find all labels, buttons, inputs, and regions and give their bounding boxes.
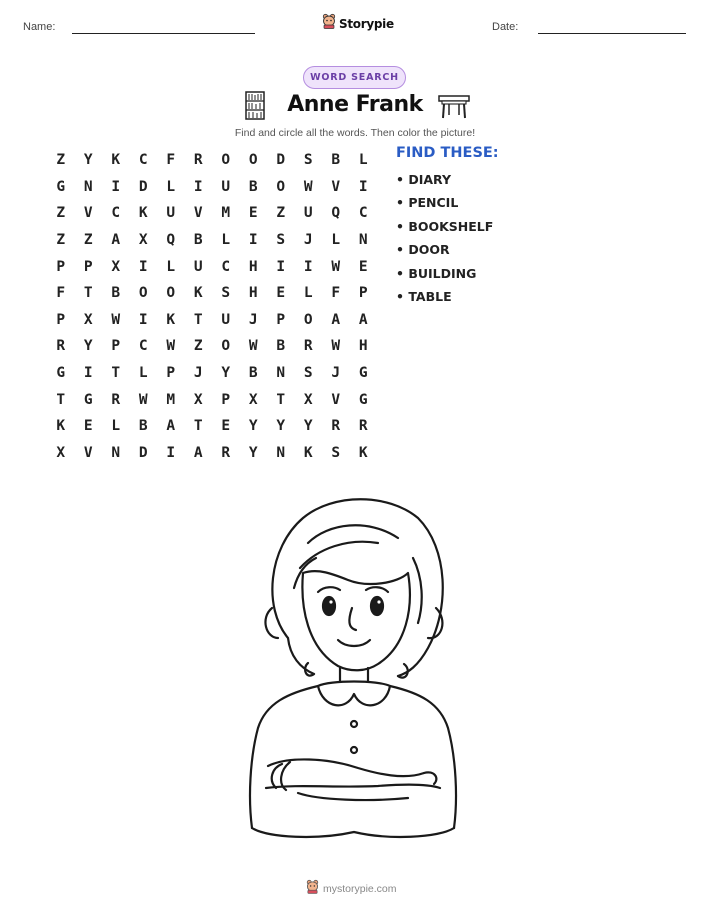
grid-letter[interactable]: E: [221, 418, 231, 435]
bookshelf-icon: [244, 91, 266, 125]
grid-letter[interactable]: P: [221, 391, 231, 408]
grid-letter[interactable]: M: [221, 205, 231, 222]
grid-letter[interactable]: I: [111, 178, 121, 195]
grid-letter[interactable]: P: [56, 258, 66, 275]
grid-letter[interactable]: R: [221, 444, 231, 461]
grid-letter[interactable]: X: [138, 232, 148, 249]
grid-letter[interactable]: O: [303, 311, 313, 328]
grid-letter[interactable]: R: [331, 418, 341, 435]
grid-letter[interactable]: I: [138, 311, 148, 328]
grid-letter[interactable]: G: [358, 365, 368, 382]
grid-letter[interactable]: L: [331, 232, 341, 249]
grid-letter[interactable]: I: [166, 444, 176, 461]
grid-letter[interactable]: W: [111, 311, 121, 328]
grid-row: [47, 360, 377, 387]
grid-letter[interactable]: T: [56, 391, 66, 408]
grid-letter[interactable]: A: [166, 418, 176, 435]
grid-letter[interactable]: J: [193, 365, 203, 382]
grid-letter[interactable]: K: [303, 444, 313, 461]
grid-letter[interactable]: K: [111, 152, 121, 169]
grid-letter[interactable]: Z: [276, 205, 286, 222]
grid-letter[interactable]: W: [303, 178, 313, 195]
grid-letter[interactable]: T: [193, 418, 203, 435]
grid-letter[interactable]: U: [221, 311, 231, 328]
grid-letter[interactable]: A: [358, 311, 368, 328]
grid-letter[interactable]: V: [331, 391, 341, 408]
grid-letter[interactable]: C: [358, 205, 368, 222]
grid-letter[interactable]: Z: [193, 338, 203, 355]
grid-letter[interactable]: S: [331, 444, 341, 461]
footer-url[interactable]: mystorypie.com: [323, 883, 397, 895]
grid-letter[interactable]: Y: [221, 365, 231, 382]
grid-letter[interactable]: R: [56, 338, 66, 355]
page-title: Anne Frank: [287, 92, 423, 117]
date-line[interactable]: [538, 33, 686, 34]
girl-coloring-illustration: [228, 488, 480, 865]
grid-letter[interactable]: V: [331, 178, 341, 195]
grid-letter[interactable]: X: [111, 258, 121, 275]
grid-row: [47, 280, 377, 307]
date-label: Date:: [492, 21, 519, 33]
grid-letter[interactable]: J: [331, 365, 341, 382]
grid-letter[interactable]: S: [303, 152, 313, 169]
grid-letter[interactable]: I: [303, 258, 313, 275]
grid-letter[interactable]: P: [56, 311, 66, 328]
grid-letter[interactable]: L: [358, 152, 368, 169]
grid-letter[interactable]: A: [111, 232, 121, 249]
grid-letter[interactable]: I: [138, 258, 148, 275]
grid-letter[interactable]: U: [303, 205, 313, 222]
grid-row: [47, 307, 377, 334]
grid-letter[interactable]: H: [248, 285, 258, 302]
grid-letter[interactable]: X: [56, 444, 66, 461]
grid-letter[interactable]: F: [166, 152, 176, 169]
grid-letter[interactable]: M: [166, 391, 176, 408]
word-item: • BOOKSHELF: [396, 218, 494, 234]
grid-letter[interactable]: W: [166, 338, 176, 355]
find-these-heading: FIND THESE:: [396, 145, 499, 161]
grid-row: [47, 174, 377, 201]
grid-letter[interactable]: T: [111, 365, 121, 382]
grid-letter[interactable]: O: [138, 285, 148, 302]
grid-letter[interactable]: B: [331, 152, 341, 169]
grid-letter[interactable]: F: [331, 285, 341, 302]
grid-letter[interactable]: D: [276, 152, 286, 169]
grid-letter[interactable]: O: [221, 152, 231, 169]
grid-letter[interactable]: W: [331, 258, 341, 275]
grid-letter[interactable]: K: [193, 285, 203, 302]
grid-letter[interactable]: K: [166, 311, 176, 328]
grid-letter[interactable]: S: [303, 365, 313, 382]
grid-letter[interactable]: C: [138, 338, 148, 355]
grid-letter[interactable]: Y: [83, 338, 93, 355]
grid-letter[interactable]: D: [138, 444, 148, 461]
grid-letter[interactable]: O: [166, 285, 176, 302]
grid-letter[interactable]: H: [358, 338, 368, 355]
grid-letter[interactable]: R: [111, 391, 121, 408]
grid-letter[interactable]: L: [111, 418, 121, 435]
grid-row: [47, 253, 377, 280]
grid-letter[interactable]: E: [83, 418, 93, 435]
grid-letter[interactable]: I: [248, 232, 258, 249]
grid-letter[interactable]: X: [193, 391, 203, 408]
grid-letter[interactable]: W: [248, 338, 258, 355]
grid-letter[interactable]: Y: [303, 418, 313, 435]
grid-letter[interactable]: Q: [331, 205, 341, 222]
name-label: Name:: [23, 21, 56, 33]
grid-letter[interactable]: O: [276, 178, 286, 195]
grid-letter[interactable]: C: [111, 205, 121, 222]
grid-letter[interactable]: K: [56, 418, 66, 435]
grid-letter[interactable]: S: [221, 285, 231, 302]
grid-letter[interactable]: A: [331, 311, 341, 328]
grid-letter[interactable]: B: [248, 178, 258, 195]
grid-letter[interactable]: B: [111, 285, 121, 302]
grid-letter[interactable]: I: [83, 365, 93, 382]
grid-letter[interactable]: U: [221, 178, 231, 195]
grid-letter[interactable]: I: [193, 178, 203, 195]
grid-letter[interactable]: S: [276, 232, 286, 249]
grid-letter[interactable]: H: [248, 258, 258, 275]
grid-letter[interactable]: L: [138, 365, 148, 382]
grid-letter[interactable]: I: [276, 258, 286, 275]
word-item: • DOOR: [396, 242, 450, 258]
grid-letter[interactable]: Y: [248, 444, 258, 461]
grid-letter[interactable]: L: [166, 258, 176, 275]
grid-letter[interactable]: Z: [56, 152, 66, 169]
grid-letter[interactable]: Y: [83, 152, 93, 169]
word-item: • TABLE: [396, 288, 452, 304]
grid-letter[interactable]: P: [358, 285, 368, 302]
grid-letter[interactable]: R: [303, 338, 313, 355]
grid-letter[interactable]: O: [221, 338, 231, 355]
grid-letter[interactable]: O: [248, 152, 258, 169]
grid-letter[interactable]: X: [83, 311, 93, 328]
word-item: • DIARY: [396, 172, 452, 187]
grid-letter[interactable]: U: [166, 205, 176, 222]
grid-letter[interactable]: E: [276, 285, 286, 302]
footer: [306, 879, 397, 899]
grid-letter[interactable]: V: [193, 205, 203, 222]
grid-letter[interactable]: E: [248, 205, 258, 222]
grid-row: [47, 227, 377, 254]
grid-letter[interactable]: W: [138, 391, 148, 408]
grid-letter[interactable]: T: [193, 311, 203, 328]
grid-letter[interactable]: V: [83, 205, 93, 222]
grid-letter[interactable]: C: [221, 258, 231, 275]
grid-letter[interactable]: G: [56, 178, 66, 195]
word-item: • PENCIL: [396, 195, 459, 211]
grid-letter[interactable]: W: [331, 338, 341, 355]
grid-letter[interactable]: X: [248, 391, 258, 408]
grid-letter[interactable]: D: [138, 178, 148, 195]
grid-letter[interactable]: C: [138, 152, 148, 169]
grid-letter[interactable]: J: [248, 311, 258, 328]
grid-letter[interactable]: F: [56, 285, 66, 302]
grid-letter[interactable]: P: [166, 365, 176, 382]
grid-row: [47, 147, 377, 174]
grid-letter[interactable]: U: [193, 258, 203, 275]
grid-letter[interactable]: K: [138, 205, 148, 222]
grid-letter[interactable]: I: [358, 178, 368, 195]
grid-row: [47, 386, 377, 413]
grid-letter[interactable]: L: [166, 178, 176, 195]
brand-name: Storypie: [339, 16, 394, 31]
word-item: • BUILDING: [396, 265, 477, 281]
grid-letter[interactable]: Z: [56, 205, 66, 222]
grid-letter[interactable]: T: [83, 285, 93, 302]
grid-letter[interactable]: N: [276, 365, 286, 382]
grid-letter[interactable]: A: [193, 444, 203, 461]
word-search-badge: WORD SEARCH: [303, 66, 406, 89]
grid-letter[interactable]: L: [303, 285, 313, 302]
grid-letter[interactable]: P: [83, 258, 93, 275]
grid-letter[interactable]: V: [83, 444, 93, 461]
name-line[interactable]: [72, 33, 255, 34]
grid-letter[interactable]: J: [303, 232, 313, 249]
grid-letter[interactable]: Y: [248, 418, 258, 435]
storypie-icon: [322, 13, 336, 34]
table-icon: [438, 93, 470, 124]
grid-letter[interactable]: Z: [83, 232, 93, 249]
grid-letter[interactable]: B: [193, 232, 203, 249]
brand-logo: [322, 13, 394, 34]
grid-letter[interactable]: Y: [276, 418, 286, 435]
grid-letter[interactable]: X: [303, 391, 313, 408]
grid-letter[interactable]: K: [358, 444, 368, 461]
grid-letter[interactable]: P: [111, 338, 121, 355]
grid-letter[interactable]: T: [276, 391, 286, 408]
grid-letter[interactable]: E: [358, 258, 368, 275]
grid-letter[interactable]: N: [276, 444, 286, 461]
grid-letter[interactable]: P: [276, 311, 286, 328]
grid-row: [47, 333, 377, 360]
grid-letter[interactable]: R: [358, 418, 368, 435]
storypie-icon: [306, 879, 319, 899]
grid-row: [47, 200, 377, 227]
grid-row: [47, 413, 377, 440]
grid-letter[interactable]: N: [111, 444, 121, 461]
grid-letter[interactable]: N: [83, 178, 93, 195]
instructions: Find and circle all the words. Then color the picture!: [234, 127, 476, 139]
grid-letter[interactable]: L: [221, 232, 231, 249]
grid-letter[interactable]: G: [358, 391, 368, 408]
grid-letter[interactable]: Z: [56, 232, 66, 249]
grid-row: [47, 440, 377, 467]
word-search-grid[interactable]: [47, 147, 377, 466]
grid-letter[interactable]: N: [358, 232, 368, 249]
grid-letter[interactable]: Q: [166, 232, 176, 249]
word-list: [396, 172, 493, 312]
grid-letter[interactable]: G: [83, 391, 93, 408]
grid-letter[interactable]: B: [248, 365, 258, 382]
grid-letter[interactable]: B: [138, 418, 148, 435]
grid-letter[interactable]: R: [193, 152, 203, 169]
grid-letter[interactable]: B: [276, 338, 286, 355]
grid-letter[interactable]: G: [56, 365, 66, 382]
